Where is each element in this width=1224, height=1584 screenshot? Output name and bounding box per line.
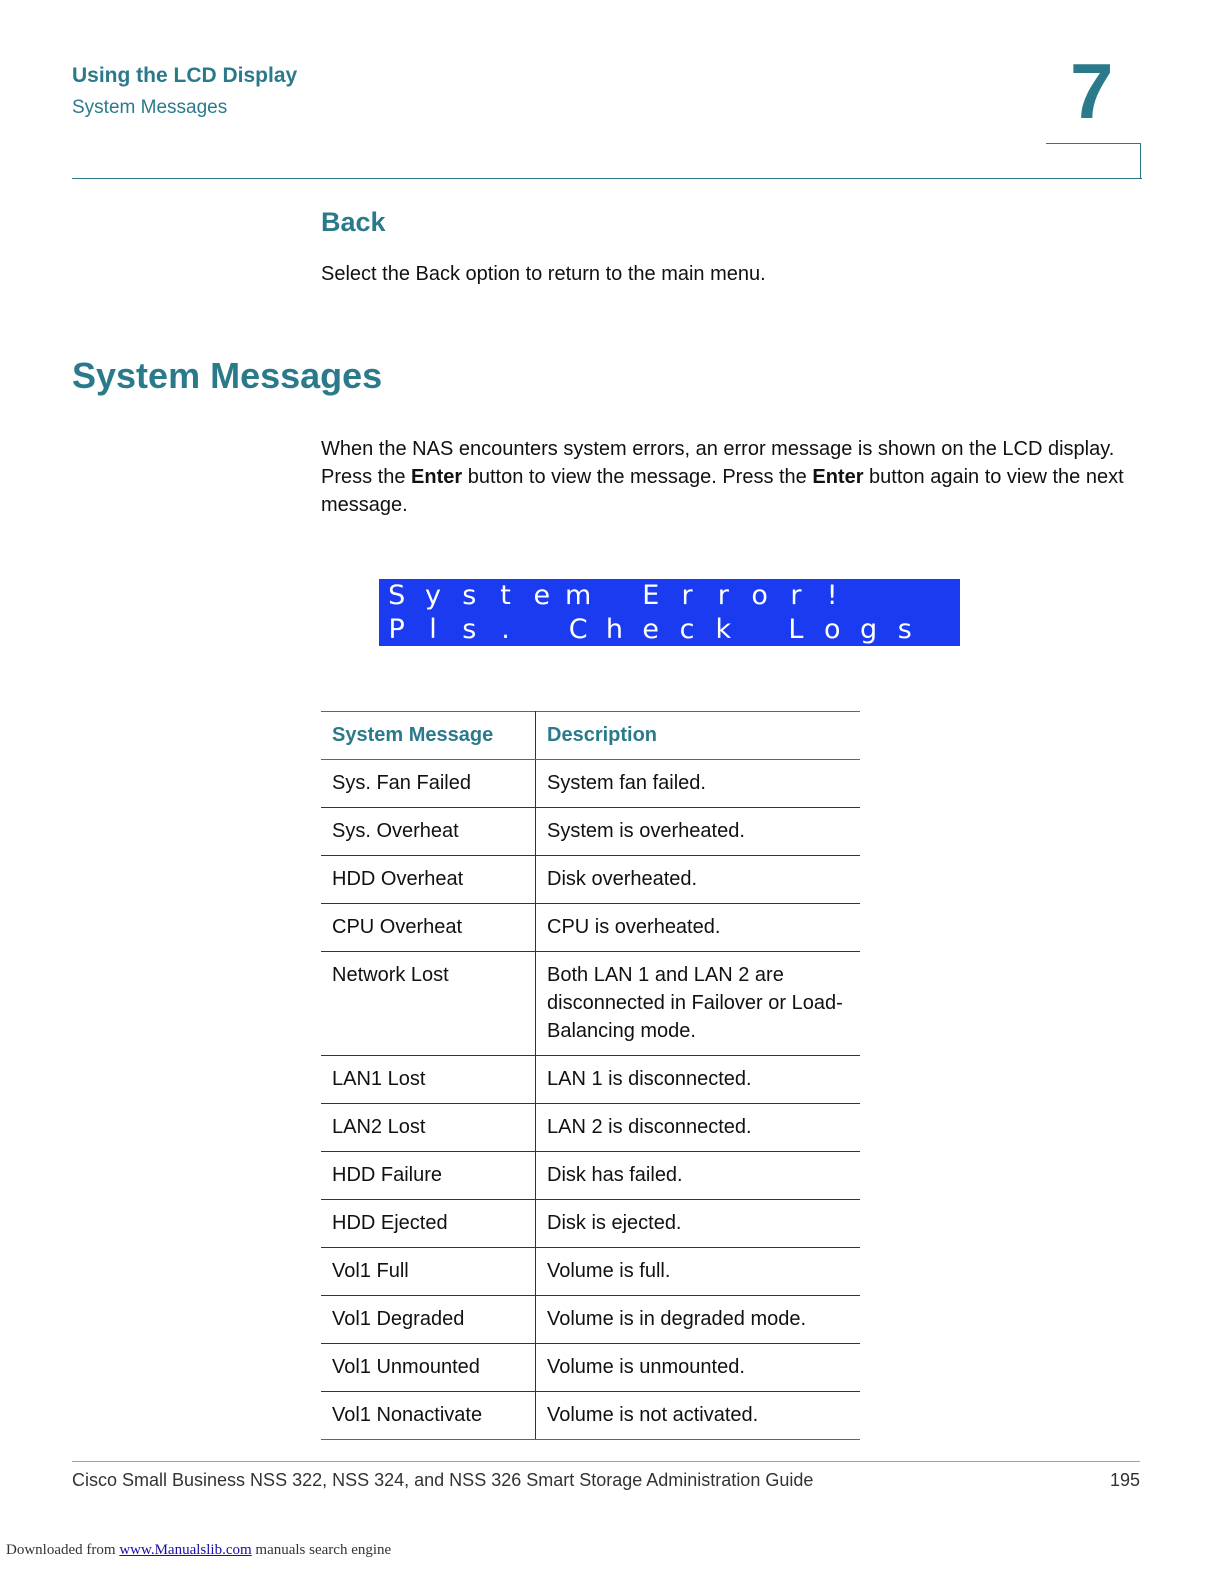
manualslib-link[interactable]: www.Manualslib.com bbox=[119, 1542, 252, 1558]
lcd-char-cell: s bbox=[897, 614, 912, 645]
lcd-char-cell: r bbox=[790, 580, 802, 611]
description-cell: Disk is ejected. bbox=[536, 1200, 861, 1248]
header-system-message: System Message bbox=[321, 712, 536, 760]
lcd-char-cell: t bbox=[500, 580, 511, 611]
description-cell: Disk overheated. bbox=[536, 856, 861, 904]
enter-keyword-2: Enter bbox=[812, 466, 864, 488]
back-description: Select the Back option to return to the main menu. bbox=[321, 263, 766, 285]
page-number: 195 bbox=[1109, 1470, 1140, 1490]
description-cell: LAN 1 is disconnected. bbox=[536, 1056, 861, 1104]
chapter-number-box bbox=[1046, 143, 1141, 178]
table-row bbox=[321, 1248, 860, 1296]
lcd-char-cell: e bbox=[642, 614, 660, 645]
system-message-cell: HDD Ejected bbox=[321, 1200, 536, 1248]
intro-paragraph bbox=[321, 435, 1151, 519]
description-cell: System is overheated. bbox=[536, 808, 861, 856]
lcd-char-cell bbox=[887, 579, 922, 612]
lcd-char-cell: s bbox=[462, 614, 477, 645]
description-cell: Volume is full. bbox=[536, 1248, 861, 1296]
lcd-char-cell: o bbox=[751, 580, 768, 611]
lcd-char-cell: e bbox=[533, 580, 551, 611]
chapter-number: 7 bbox=[1070, 47, 1114, 135]
system-message-cell: LAN2 Lost bbox=[321, 1104, 536, 1152]
lcd-char-cell: r bbox=[681, 580, 693, 611]
system-message-cell: Vol1 Full bbox=[321, 1248, 536, 1296]
lcd-display bbox=[379, 579, 960, 646]
lcd-row-1 bbox=[379, 579, 960, 612]
table-row bbox=[321, 1056, 860, 1104]
lcd-char-cell: s bbox=[462, 580, 477, 611]
description-cell: LAN 2 is disconnected. bbox=[536, 1104, 861, 1152]
system-message-cell: Vol1 Unmounted bbox=[321, 1344, 536, 1392]
table-row bbox=[321, 1104, 860, 1152]
lcd-char-cell: c bbox=[679, 614, 695, 645]
download-suffix: manuals search engine bbox=[251, 1542, 392, 1558]
system-message-cell: Sys. Overheat bbox=[321, 808, 536, 856]
description-cell: Volume is not activated. bbox=[536, 1392, 861, 1440]
system-message-cell: CPU Overheat bbox=[321, 904, 536, 952]
table-row bbox=[321, 904, 860, 952]
lcd-char-cell: ! bbox=[826, 580, 838, 611]
lcd-char-cell: P bbox=[388, 614, 405, 645]
system-message-cell: Network Lost bbox=[321, 952, 536, 1056]
lcd-char-cell: r bbox=[717, 580, 729, 611]
system-message-cell: HDD Failure bbox=[321, 1152, 536, 1200]
lcd-char-cell: m bbox=[564, 580, 592, 611]
footer-guide-title: Cisco Small Business NSS 322, NSS 324, and NSS 326 Smart Storage Administration Guide bbox=[72, 1470, 814, 1490]
table-row bbox=[321, 760, 860, 808]
description-cell: Both LAN 1 and LAN 2 are disconnected in Failover or Load-Balancing mode. bbox=[536, 952, 861, 1056]
lcd-row-2 bbox=[379, 613, 960, 646]
lcd-char-cell: L bbox=[788, 614, 804, 645]
table-row bbox=[321, 1392, 860, 1440]
lcd-char-cell: S bbox=[388, 580, 406, 611]
intro-text-2: button to view the message. Press the bbox=[462, 466, 813, 488]
lcd-char-cell bbox=[923, 579, 958, 612]
system-messages-heading: System Messages bbox=[72, 355, 383, 396]
lcd-char-cell bbox=[597, 579, 632, 612]
header-description: Description bbox=[536, 712, 861, 760]
lcd-char-cell: l bbox=[429, 614, 437, 645]
back-heading: Back bbox=[321, 207, 386, 237]
chapter-title: Using the LCD Display bbox=[72, 64, 298, 87]
table-row bbox=[321, 1296, 860, 1344]
table-row bbox=[321, 1344, 860, 1392]
enter-keyword-1: Enter bbox=[411, 466, 463, 488]
lcd-char-cell bbox=[851, 579, 886, 612]
lcd-char-cell: y bbox=[424, 580, 441, 611]
description-cell: CPU is overheated. bbox=[536, 904, 861, 952]
section-subtitle: System Messages bbox=[72, 97, 228, 118]
download-attribution bbox=[6, 1542, 391, 1559]
table-row bbox=[321, 856, 860, 904]
lcd-char-cell: . bbox=[501, 614, 510, 645]
table-row bbox=[321, 1152, 860, 1200]
intro-text-3: button again to view the next message. bbox=[321, 466, 1124, 516]
system-messages-table bbox=[321, 711, 860, 1440]
header-divider bbox=[72, 178, 1142, 179]
lcd-char-cell bbox=[742, 613, 777, 646]
system-message-cell: LAN1 Lost bbox=[321, 1056, 536, 1104]
intro-text-1: When the NAS encounters system errors, an error message is shown on the LCD display. Press the bbox=[321, 438, 1115, 488]
lcd-char-cell: k bbox=[715, 614, 732, 645]
table-row bbox=[321, 1200, 860, 1248]
description-cell: Disk has failed. bbox=[536, 1152, 861, 1200]
lcd-char-cell: C bbox=[568, 614, 588, 645]
lcd-char-cell: h bbox=[605, 614, 623, 645]
system-message-cell: Sys. Fan Failed bbox=[321, 760, 536, 808]
description-cell: Volume is unmounted. bbox=[536, 1344, 861, 1392]
table-row bbox=[321, 952, 860, 1056]
lcd-char-cell: E bbox=[642, 580, 660, 611]
lcd-char-cell: g bbox=[859, 614, 878, 645]
footer-divider bbox=[72, 1461, 1140, 1462]
description-cell: System fan failed. bbox=[536, 760, 861, 808]
description-cell: Volume is in degraded mode. bbox=[536, 1296, 861, 1344]
table-row bbox=[321, 808, 860, 856]
lcd-char-cell: o bbox=[823, 614, 841, 645]
download-prefix: Downloaded from bbox=[6, 1542, 120, 1558]
lcd-char-cell bbox=[524, 613, 559, 646]
table-header-row bbox=[321, 712, 860, 760]
lcd-char-cell bbox=[923, 613, 958, 646]
system-message-cell: HDD Overheat bbox=[321, 856, 536, 904]
system-message-cell: Vol1 Degraded bbox=[321, 1296, 536, 1344]
system-message-cell: Vol1 Nonactivate bbox=[321, 1392, 536, 1440]
